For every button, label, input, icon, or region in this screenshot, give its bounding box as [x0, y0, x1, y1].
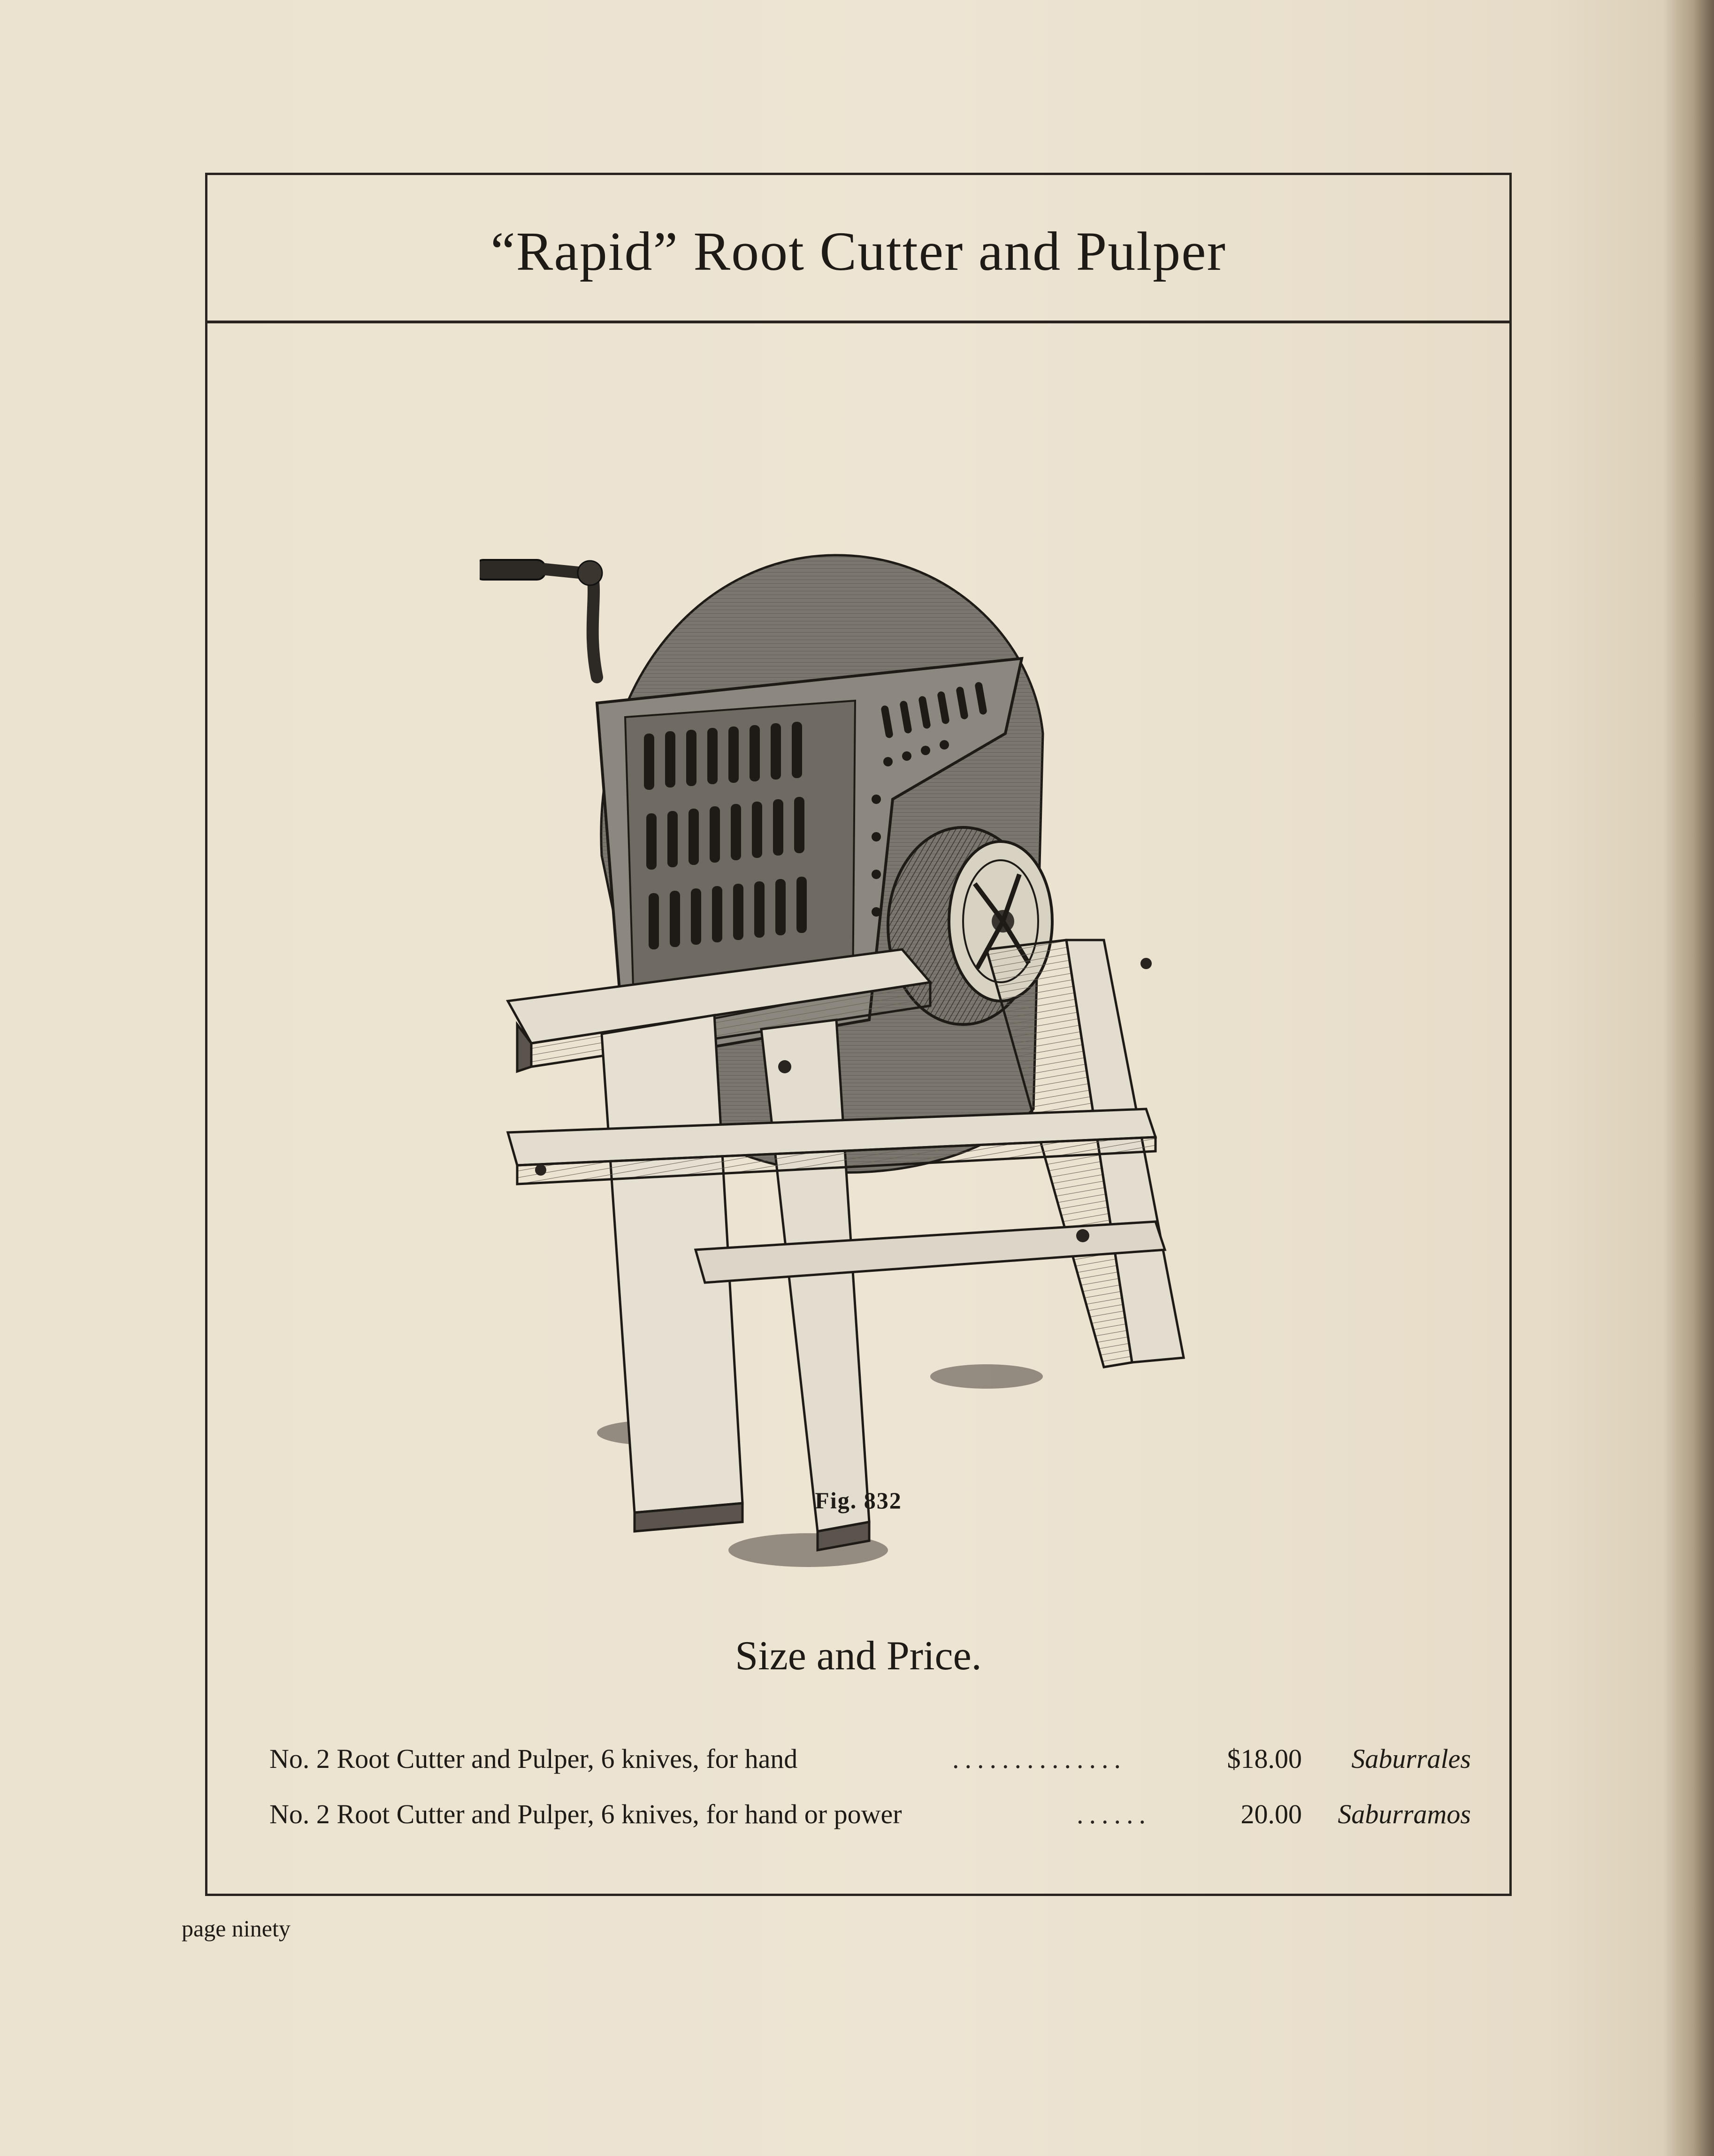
price-list: [269, 1743, 1471, 1853]
price-row: [269, 1798, 1471, 1853]
telegraph-code: Saburramos: [1338, 1799, 1471, 1829]
dot-leader: ..............: [952, 1743, 1126, 1774]
ground-shadow: [930, 1364, 1043, 1389]
page-number-label: page ninety: [182, 1915, 291, 1942]
catalog-frame: [205, 173, 1512, 1896]
item-description: No. 2 Root Cutter and Pulper, 6 knives, for hand or power: [269, 1799, 902, 1829]
crank-handle: [480, 560, 602, 677]
root-cutter-illustration: [480, 377, 1240, 1606]
book-spine-shadow: [1662, 0, 1714, 2156]
item-price: $18.00: [1227, 1743, 1302, 1774]
telegraph-code: Saburrales: [1351, 1743, 1471, 1774]
item-price: 20.00: [1240, 1799, 1302, 1829]
item-description: No. 2 Root Cutter and Pulper, 6 knives, for hand: [269, 1743, 798, 1774]
page-title: “Rapid” Root Cutter and Pulper: [490, 221, 1226, 282]
price-row: [269, 1743, 1471, 1798]
section-heading: Size and Price.: [735, 1633, 982, 1679]
figure-caption: Fig. 832: [815, 1487, 902, 1514]
title-box: [207, 175, 1509, 323]
dot-leader: ......: [1077, 1799, 1151, 1829]
